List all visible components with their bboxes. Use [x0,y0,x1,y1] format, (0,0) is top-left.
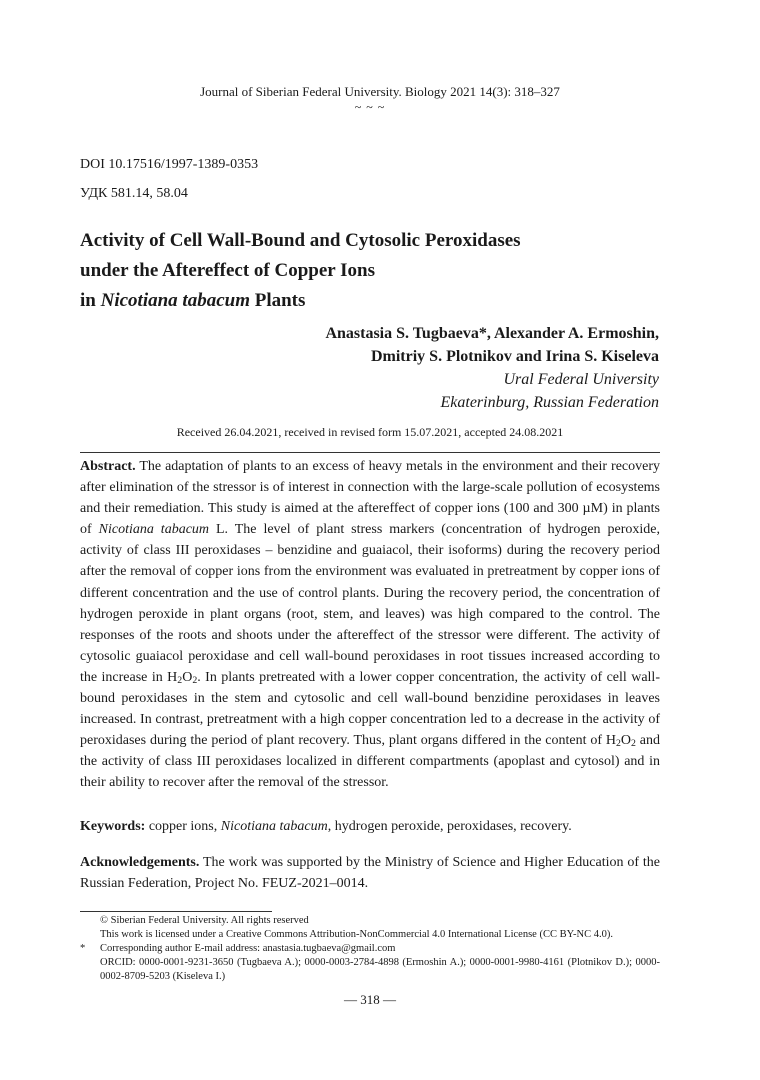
footnote-copyright: © Siberian Federal University. All rights reserved [100,915,309,926]
footnote-orcid: ORCID: 0000-0001-9231-3650 (Tugbaeva A.); 0000-0003-2784-4898 (Ermoshin A.); 0000-0001-9980-4161 (Plotnikov D.); 0000-0002-8709-5203 (Kiseleva I.) [100,957,660,982]
author-block [325,322,659,414]
abstract [80,456,660,794]
abstract-text-3: . In plants pretreated with a lower copper concentration, the activity of cell wall-bound peroxidases in the stem and cytosolic and cell wall-bound benzidine peroxidases in leaves increased. In contrast, pretreatment with a high copper concentration led to a decrease in the activity of peroxidases during the period of plant recovery. Thus, plant organs differed in the content of H [80,669,660,749]
subscript: 2 [615,738,621,750]
abstract-divider [80,452,660,453]
header-ornament: ~ ~ ~ [354,100,386,114]
abstract-text-4: and the activity of class III peroxidases localized in different compartments (apoplast and cytosol) and in their ability to recover after the removal of the stressor. [80,733,660,791]
udk-line: УДК 581.14, 58.04 [80,186,188,201]
affiliation-line-2: Ekaterinburg, Russian Federation [440,394,659,411]
keywords [80,816,660,837]
keywords-text-2: , hydrogen peroxide, peroxidases, recovery. [327,819,572,834]
acknowledgements-label: Acknowledgements. [80,855,200,870]
footnote-star: * [80,943,86,954]
doi-line: DOI 10.17516/1997-1389-0353 [80,157,259,172]
subscript: 2 [177,674,183,686]
received-dates: Received 26.04.2021, received in revised form 15.07.2021, accepted 24.08.2021 [176,425,564,439]
journal-header: Journal of Siberian Federal University. Biology 2021 14(3): 318–327 [200,84,560,99]
oxygen-symbol: O [182,669,193,685]
title-line-3 [80,286,521,316]
subscript: 2 [631,738,636,750]
footnote-license: This work is licensed under a Creative Commons Attribution-NonCommercial 4.0 International License (CC BY-NC 4.0). [100,929,613,940]
abstract-label: Abstract. [80,459,136,474]
title-suffix: Plants [249,290,306,311]
subscript: 2 [192,674,198,686]
footnotes [80,914,660,984]
acknowledgements [80,852,660,894]
keywords-label: Keywords: [80,819,146,834]
title-line-2: under the Aftereffect of Copper Ions [80,260,375,281]
title-prefix: in [80,290,101,311]
keywords-text-1: copper ions, [145,819,221,834]
oxygen-symbol: O [620,733,632,749]
abstract-text-2: L. The level of plant stress markers (concentration of hydrogen peroxide, activity of class III peroxidases – benzidine and guaiacol, their isoforms) during the recovery period after the removal of copper ions from the environment was evaluated in pretreatment by copper ions of different concentration and the use of control plants. During the recovery period, the concentration of hydrogen peroxide in plant organs (root, stem, and leaves) was high compared to the control. The responses of the roots and shoots under the aftereffect of the stressor were different. The activity of cytosolic guaiacol peroxidase and cell wall-bound peroxidases in root tissues increased according to the increase in H [80,522,660,685]
abstract-species: Nicotiana tabacum [98,522,210,538]
footnote-corresponding: * Corresponding author E-mail address: anastasia.tugbaeva@gmail.com [80,943,396,954]
authors-line-2: Dmitriy S. Plotnikov and Irina S. Kiseleva [370,348,659,365]
paper-title [80,226,521,316]
authors-line-1: Anastasia S. Tugbaeva*, Alexander A. Ermoshin, [325,325,659,342]
keywords-species: Nicotiana tabacum [220,819,328,834]
title-line-1: Activity of Cell Wall-Bound and Cytosolic Peroxidases [80,230,521,251]
abstract-text-1: The adaptation of plants to an excess of heavy metals in the environment and their recovery after elimination of the stressor is of interest in connection with the large-scale pollution of ecosystems and their remediation. This study is aimed at the aftereffect of copper ions (100 and 300 µM) in plants of [80,459,660,538]
page-number: — 318 — [344,992,396,1007]
acknowledgements-text: The work was supported by the Ministry of Science and Higher Education of the Russian Federation, Project No. FEUZ-2021–0014. [80,855,660,891]
footnote-divider [80,911,272,912]
affiliation-line-1: Ural Federal University [503,371,659,388]
title-species: Nicotiana tabacum [100,290,250,311]
